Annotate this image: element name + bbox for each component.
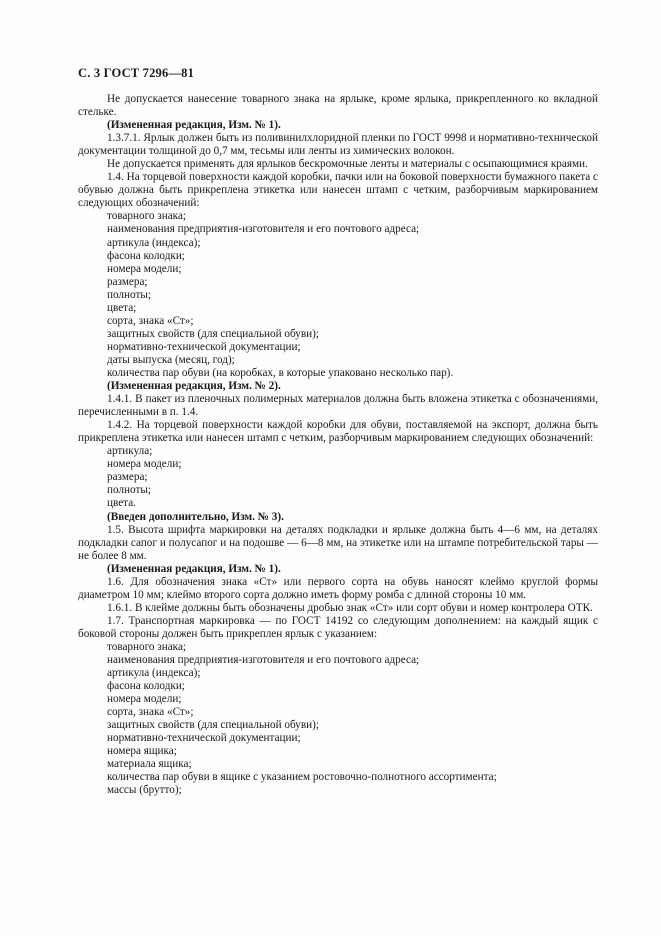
- list-item: товарного знака;: [107, 640, 187, 653]
- list-item: номера модели;: [107, 458, 182, 471]
- list-item: нормативно-технической документации;: [107, 732, 301, 745]
- paragraph-1-3-7-1: 1.3.7.1. Ярлык должен быть из поливинилхлоридной пленки по ГОСТ 9998 и нормативно-технической документации толщиной до 0,7 мм, тесьмы или ленты из химических волокон.: [78, 132, 598, 158]
- list-item: размера;: [107, 275, 148, 288]
- list-item: цвета;: [107, 301, 137, 314]
- list-item: артикула;: [107, 445, 153, 458]
- list-item: защитных свойств (для специальной обуви);: [107, 719, 319, 732]
- paragraph-1-6-1: 1.6.1. В клейме должны быть обозначены дробью знак «Ст» или сорт обуви и номер контролера ОТК.: [107, 601, 593, 614]
- list-item: артикула (индекса);: [107, 236, 201, 249]
- amendment-note: (Измененная редакция, Изм. № 1).: [107, 562, 281, 575]
- amendment-note: (Введен дополнительно, Изм. № 3).: [107, 510, 284, 523]
- list-item: материала ящика;: [107, 758, 192, 771]
- paragraph-1-7: 1.7. Транспортная маркировка — по ГОСТ 14192 со следующим дополнением: на каждый ящик с боковой стороны должен быть прикреплен ярлык с указанием:: [78, 614, 598, 640]
- list-item: номера модели;: [107, 262, 182, 275]
- marking-list-box: [78, 210, 598, 380]
- export-marking-list: [78, 445, 598, 510]
- amendment-note: (Измененная редакция, Изм. № 1).: [107, 119, 281, 132]
- paragraph-1-4: 1.4. На торцевой поверхности каждой коробки, пачки или на боковой поверхности бумажного пакета с обувью должна быть прикреплена этикетка или нанесен штамп с четким, разборчивым маркированием следующих обозначений:: [78, 171, 598, 210]
- page-header: С. 3 ГОСТ 7296—81: [78, 66, 195, 80]
- list-item: цвета.: [107, 497, 136, 510]
- list-item: защитных свойств (для специальной обуви);: [107, 327, 319, 340]
- list-item: наименования предприятия-изготовителя и его почтового адреса;: [107, 654, 420, 667]
- list-item: массы (брутто);: [107, 784, 182, 797]
- list-item: количества пар обуви (на коробках, в которые упаковано несколько пар).: [107, 366, 454, 379]
- paragraph-trademark: Не допускается нанесение товарного знака на ярлыке, кроме ярлыка, прикрепленного ко вкладной стельке.: [78, 93, 598, 119]
- list-item: полноты;: [107, 288, 151, 301]
- document-body: [78, 93, 598, 798]
- paragraph-1-5: 1.5. Высота шрифта маркировки на деталях подкладки и ярлыке должна быть 4—6 мм, на деталях подкладки сапог и полусапог и на подошве — 6—8 мм, на этикетке или на штампе потребительской тары — не более 8 мм.: [78, 523, 598, 562]
- list-item: сорта, знака «Ст»;: [107, 314, 194, 327]
- paragraph-label-materials: Не допускается применять для ярлыков бескромочные ленты и материалы с осыпающимися краями.: [107, 158, 588, 171]
- list-item: наименования предприятия-изготовителя и его почтового адреса;: [107, 223, 420, 236]
- amendment-note: (Измененная редакция, Изм. № 2).: [107, 380, 281, 393]
- paragraph-1-4-2: 1.4.2. На торцевой поверхности каждой коробки для обуви, поставляемой на экспорт, должна быть прикреплена этикетка или нанесен штамп с четким, разборчивым маркированием следующих обозначений:: [78, 419, 598, 445]
- transport-marking-list: [78, 641, 598, 798]
- list-item: товарного знака;: [107, 210, 187, 223]
- list-item: фасона колодки;: [107, 680, 185, 693]
- list-item: нормативно-технической документации;: [107, 340, 301, 353]
- list-item: фасона колодки;: [107, 249, 185, 262]
- paragraph-1-4-1: 1.4.1. В пакет из пленочных полимерных материалов должна быть вложена этикетка с обозначениями, перечисленными в п. 1.4.: [78, 393, 598, 419]
- list-item: даты выпуска (месяц, год);: [107, 353, 235, 366]
- list-item: размера;: [107, 471, 148, 484]
- list-item: полноты;: [107, 484, 151, 497]
- list-item: номера ящика;: [107, 745, 177, 758]
- list-item: количества пар обуви в ящике с указанием ростовочно-полнотного ассортимента;: [107, 771, 497, 784]
- list-item: номера модели;: [107, 693, 182, 706]
- list-item: сорта, знака «Ст»;: [107, 706, 194, 719]
- paragraph-1-6: 1.6. Для обозначения знака «Ст» или первого сорта на обувь наносят клеймо круглой формы диаметром 10 мм; клеймо второго сорта должно иметь форму ромба с длиной стороны 10 мм.: [78, 575, 598, 601]
- list-item: артикула (индекса);: [107, 667, 201, 680]
